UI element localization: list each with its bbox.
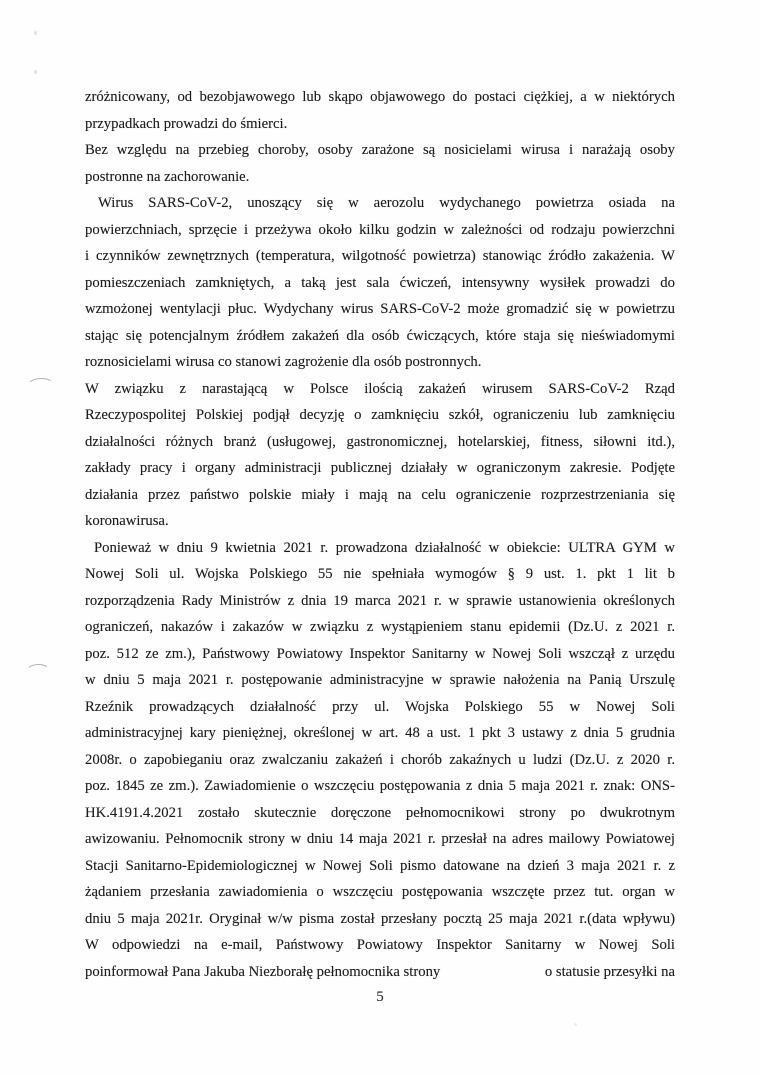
text-line: koronawirusa. <box>85 513 169 529</box>
text-line: poz. 512 ze zm.), Państwowy Powiatowy Inspektor Sanitarny w Nowej Soli wszczął z urzędu <box>85 645 675 662</box>
text-line: ograniczeń, nakazów i zakazów w związku z wystąpieniem stanu epidemii (Dz.U. z 2021 r. <box>85 619 675 635</box>
page-number: 5 <box>376 989 384 1005</box>
text-line: poz. 1845 ze zm.). Zawiadomienie o wszczęciu postępowania z dnia 5 maja 2021 r. znak: ONS- <box>85 778 675 794</box>
text-line: stając się potencjalnym źródłem zakażeń dla osób ćwiczących, które staja się nieświadomymi <box>85 327 675 344</box>
text-line: roznosicielami wirusa co stanowi zagrożenie dla osób postronnych. <box>85 354 482 370</box>
scan-speck-artifact <box>574 1023 577 1026</box>
margin-pencil-arc-mark-lower <box>26 664 50 679</box>
text-line: dniu 5 maja 2021r. Oryginał w/w pisma został przesłany pocztą 25 maja 2021 r.(data wpływu) <box>85 910 675 927</box>
text-line: i czynników zewnętrznych (temperatura, wilgotność powietrza) stanowiąc źródło zakażenia. W <box>85 248 675 264</box>
text-line: działalności różnych branż (usługowej, gastronomicznej, hotelarskiej, fitness, siłowni itd.), <box>85 433 675 450</box>
paragraph <box>85 137 675 190</box>
margin-pencil-arc-mark-upper <box>27 377 55 393</box>
scan-speck-artifact <box>34 31 37 35</box>
text-line: w dniu 5 maja 2021 r. postępowanie administracyjne w sprawie nałożenia na Panią Urszulę <box>85 672 675 688</box>
paragraph <box>85 535 675 986</box>
text-line: rozporządzenia Rady Ministrów z dnia 19 marca 2021 r. w sprawie ustanowienia określonych <box>85 592 675 609</box>
text-line: żądaniem przesłania zawiadomienia o wszczęciu postępowania wszczęte przez tut. organ w <box>85 884 675 900</box>
text-line: administracyjnej kary pieniężnej, określonej w art. 48 a ust. 1 pkt 3 ustawy z dnia 5 grudnia <box>85 725 675 741</box>
text-line: Nowej Soli ul. Wojska Polskiego 55 nie spełniała wymogów § 9 ust. 1. pkt 1 lit b <box>85 566 675 582</box>
text-line: przypadkach prowadzi do śmierci. <box>85 115 288 132</box>
document-body-text <box>85 84 675 985</box>
text-line: awizowaniu. Pełnomocnik strony w dniu 14 maja 2021 r. przesłał na adres mailowy Powiatowej <box>85 831 675 847</box>
text-line: Bez względu na przebieg choroby, osoby zarażone są nosicielami wirusa i narażają osoby <box>85 142 675 158</box>
text-line: Ponieważ w dniu 9 kwietnia 2021 r. prowadzona działalność w obiekcie: ULTRA GYM w <box>94 539 675 556</box>
text-line: działania przez państwo polskie miały i mają na celu ograniczenie rozprzestrzeniania się <box>85 486 675 503</box>
text-line: wzmożonej wentylacji płuc. Wydychany wirus SARS-CoV-2 może gromadzić się w powietrzu <box>85 301 675 317</box>
text-line: Rzeczypospolitej Polskiej podjął decyzję o zamknięciu szkół, ograniczeniu lub zamknięciu <box>85 407 675 423</box>
text-line: powierzchniach, sprzęcie i przeżywa około kilku godzin w zależności od rodzaju powierzchni <box>85 221 675 238</box>
paragraph <box>85 190 675 376</box>
text-line: Wirus SARS-CoV-2, unoszący się w aerozolu wydychanego powietrza osiada na <box>98 195 675 211</box>
paragraph <box>85 376 675 535</box>
text-line: 2008r. o zapobieganiu oraz zwalczaniu zakażeń i chorób zakaźnych u ludzi (Dz.U. z 2020 r. <box>85 751 675 768</box>
text-line: zakłady pracy i organy administracji publicznej działały w ograniczonym zakresie. Podjęte <box>85 460 675 476</box>
scan-speck-artifact <box>34 70 37 74</box>
text-line: W związku z narastającą w Polsce ilością zakażeń wirusem SARS-CoV-2 Rząd <box>85 380 675 397</box>
text-line-with-redaction-gap <box>85 959 675 986</box>
text-line: pomieszczeniach zamkniętych, a taką jest sala ćwiczeń, intensywny wysiłek prowadzi do <box>85 274 675 291</box>
paragraph <box>85 84 675 137</box>
text-line: W odpowiedzi na e-mail, Państwowy Powiatowy Inspektor Sanitarny w Nowej Soli <box>85 937 675 953</box>
text-line: Rzeźnik prowadzących działalność przy ul. Wojska Polskiego 55 w Nowej Soli <box>85 698 675 715</box>
text-line: postronne na zachorowanie. <box>85 168 250 185</box>
text-line: Stacji Sanitarno-Epidemiologicznej w Nowej Soli pismo datowane na dzień 3 maja 2021 r. z <box>85 857 675 874</box>
text-line: zróżnicowany, od bezobjawowego lub skąpo objawowego do postaci ciężkiej, a w niektórych <box>85 89 675 105</box>
text-segment: o statusie przesyłki na <box>544 963 675 980</box>
text-segment: poinformował Pana Jakuba Niezborałę pełnomocnika strony <box>85 963 441 980</box>
text-line: HK.4191.4.2021 zostało skutecznie doręczone pełnomocnikowi strony po dwukrotnym <box>85 804 675 821</box>
